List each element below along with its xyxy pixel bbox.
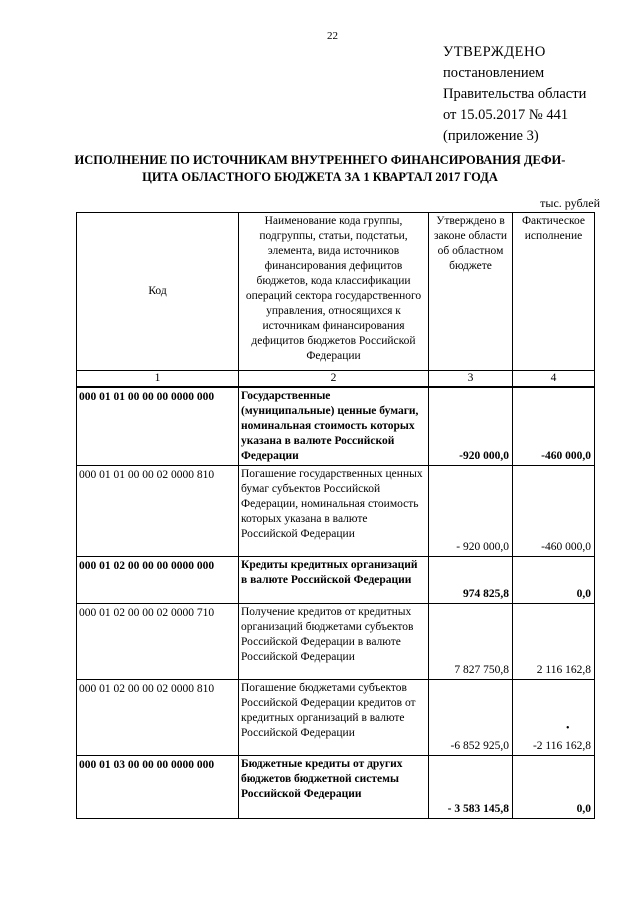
- row-code: 000 01 02 00 00 00 0000 000: [77, 557, 239, 604]
- row-code: 000 01 01 00 00 02 0000 810: [77, 466, 239, 557]
- row-actual: -2 116 162,8: [513, 680, 595, 756]
- table-row: [77, 466, 595, 557]
- table-row: [77, 604, 595, 680]
- title-line-1: ИСПОЛНЕНИЕ ПО ИСТОЧНИКАМ ВНУТРЕННЕГО ФИНАНСИРОВАНИЯ ДЕФИ-: [74, 153, 566, 167]
- approval-line-1: УТВЕРЖДЕНО: [443, 44, 546, 60]
- row-actual: 0,0: [513, 557, 595, 604]
- column-number: 2: [239, 371, 429, 388]
- row-name: Государственные (муниципальные) ценные бумаги, номинальная стоимость которых указана в валюте Российской Федерации: [239, 387, 429, 466]
- table-row: [77, 387, 595, 466]
- column-number: 1: [77, 371, 239, 388]
- column-number: 3: [429, 371, 513, 388]
- page-number: 22: [327, 30, 338, 42]
- row-actual: -460 000,0: [513, 466, 595, 557]
- approval-line-4: от 15.05.2017 № 441: [443, 107, 569, 123]
- row-code: 000 01 02 00 00 02 0000 710: [77, 604, 239, 680]
- units-label: тыс. рублей: [540, 196, 600, 210]
- header-approved: Утверждено в законе области об областном бюджете: [429, 213, 513, 371]
- row-name: Погашение государственных ценных бумаг субъектов Российской Федерации, номинальная стоимость которых указана в валюте Российской Федерации: [239, 466, 429, 557]
- financing-table: [76, 212, 595, 819]
- table-row: [77, 756, 595, 819]
- row-approved: -920 000,0: [429, 387, 513, 466]
- row-approved: - 3 583 145,8: [429, 756, 513, 819]
- column-number: 4: [513, 371, 595, 388]
- table-row: [77, 680, 595, 756]
- header-actual: Фактическое исполнение: [513, 213, 595, 371]
- approval-line-5: (приложение 3): [443, 128, 539, 144]
- row-name: Получение кредитов от кредитных организаций бюджетами субъектов Российской Федерации в валюте Российской Федерации: [239, 604, 429, 680]
- row-code: 000 01 01 00 00 00 0000 000: [77, 387, 239, 466]
- row-name: Бюджетные кредиты от других бюджетов бюджетной системы Российской Федерации: [239, 756, 429, 819]
- row-approved: -6 852 925,0: [429, 680, 513, 756]
- table-row: [77, 557, 595, 604]
- row-code: 000 01 03 00 00 00 0000 000: [77, 756, 239, 819]
- column-number-row: [77, 371, 595, 388]
- row-actual: 2 116 162,8: [513, 604, 595, 680]
- approval-stamp: [443, 42, 586, 147]
- header-code: Код: [77, 213, 239, 371]
- stray-mark: •: [566, 723, 570, 734]
- row-approved: 974 825,8: [429, 557, 513, 604]
- title-line-2: ЦИТА ОБЛАСТНОГО БЮДЖЕТА ЗА 1 КВАРТАЛ 2017 ГОДА: [142, 170, 498, 184]
- approval-line-2: постановлением: [443, 65, 545, 81]
- row-name: Кредиты кредитных организаций в валюте Российской Федерации: [239, 557, 429, 604]
- row-name: Погашение бюджетами субъектов Российской Федерации кредитов от кредитных организаций в валюте Российской Федерации: [239, 680, 429, 756]
- approval-line-3: Правительства области: [443, 86, 587, 102]
- row-approved: - 920 000,0: [429, 466, 513, 557]
- row-approved: 7 827 750,8: [429, 604, 513, 680]
- header-name: Наименование кода группы, подгруппы, статьи, подстатьи, элемента, вида источников финансирования дефицитов бюджетов, кода классификации операций сектора государственного управления, относящихся к источникам финансирования дефицитов бюджетов Российской Федерации: [239, 213, 429, 371]
- row-code: 000 01 02 00 00 02 0000 810: [77, 680, 239, 756]
- document-title: [60, 152, 580, 186]
- row-actual: -460 000,0: [513, 387, 595, 466]
- row-actual: 0,0: [513, 756, 595, 819]
- table-header-row: [77, 213, 595, 371]
